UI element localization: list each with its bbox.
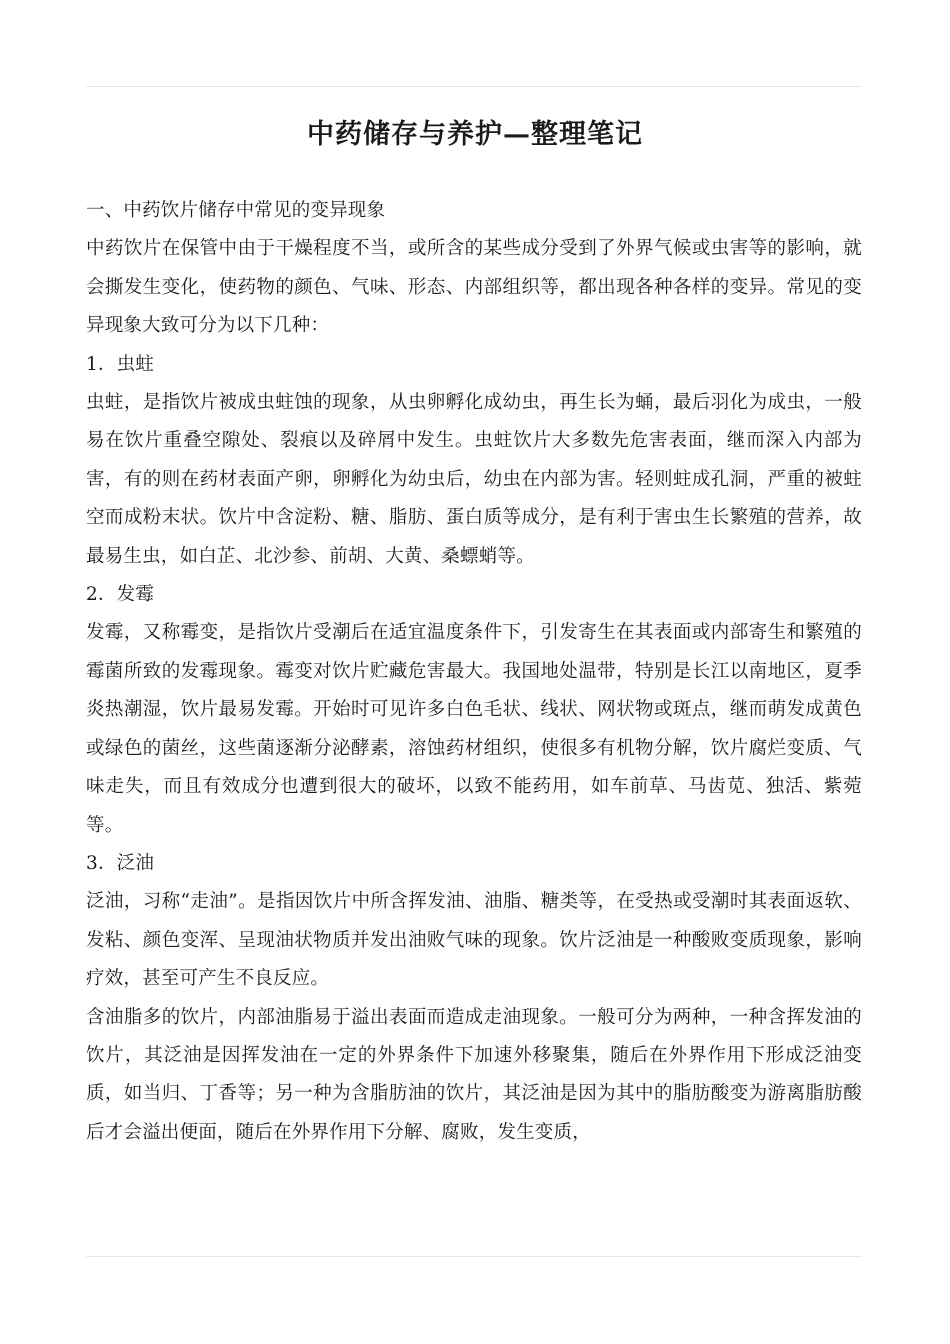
bottom-divider — [86, 1256, 862, 1257]
body-paragraph: 虫蛀，是指饮片被成虫蛀蚀的现象，从虫卵孵化成幼虫，再生长为蛹，最后羽化为成虫，一般易在饮片重叠空隙处、裂痕以及碎屑中发生。虫蛀饮片大多数先危害表面，继而深入内部为害，有的则在药材表面产卵，卵孵化为幼虫后，幼虫在内部为害。轻则蛀成孔洞，严重的被蛀空而成粉末状。饮片中含淀粉、糖、脂肪、蛋白质等成分，是有利于害虫生长繁殖的营养，故最易生虫，如白芷、北沙参、前胡、大黄、桑螵蛸等。 — [86, 392, 862, 567]
subsection-heading: 1．虫蛀 — [86, 353, 155, 375]
body-paragraph: 中药饮片在保管中由于干燥程度不当，或所含的某些成分受到了外界气候或虫害等的影响，就会撕发生变化，使药物的颜色、气味、形态、内部组织等，都出现各种各样的变异。常见的变异现象大致可分为以下几种： — [86, 238, 862, 337]
document-title: 中药储存与养护—整理笔记 — [307, 119, 643, 150]
document-body — [86, 192, 862, 1152]
subsection-heading: 2．发霉 — [86, 584, 155, 606]
subsection-heading: 3．泛油 — [86, 852, 155, 874]
top-divider — [86, 86, 862, 87]
body-paragraph: 泛油，习称“走油”。是指因饮片中所含挥发油、油脂、糖类等，在受热或受潮时其表面返软、发粘、颜色变浑、呈现油状物质并发出油败气味的现象。饮片泛油是一种酸败变质现象，影响疗效，甚至可产生不良反应。 — [86, 891, 862, 990]
section-heading: 一、中药饮片储存中常见的变异现象 — [86, 200, 386, 221]
body-paragraph: 含油脂多的饮片，内部油脂易于溢出表面而造成走油现象。一般可分为两种，一种含挥发油的饮片，其泛油是因挥发油在一定的外界条件下加速外移聚集，随后在外界作用下形成泛油变质，如当归、丁香等；另一种为含脂肪油的饮片，其泛油是因为其中的脂肪酸变为游离脂肪酸后才会溢出便面，随后在外界作用下分解、腐败，发生变质， — [86, 1006, 862, 1143]
body-paragraph: 发霉，又称霉变，是指饮片受潮后在适宜温度条件下，引发寄生在其表面或内部寄生和繁殖的霉菌所致的发霉现象。霉变对饮片贮藏危害最大。我国地处温带，特别是长江以南地区，夏季炎热潮湿，饮片最易发霉。开始时可见许多白色毛状、线状、网状物或斑点，继而萌发成黄色或绿色的菌丝，这些菌逐渐分泌酵素，溶蚀药材组织，使很多有机物分解，饮片腐烂变质、气味走失，而且有效成分也遭到很大的破坏，以致不能药用，如车前草、马齿苋、独活、紫菀等。 — [86, 622, 862, 836]
